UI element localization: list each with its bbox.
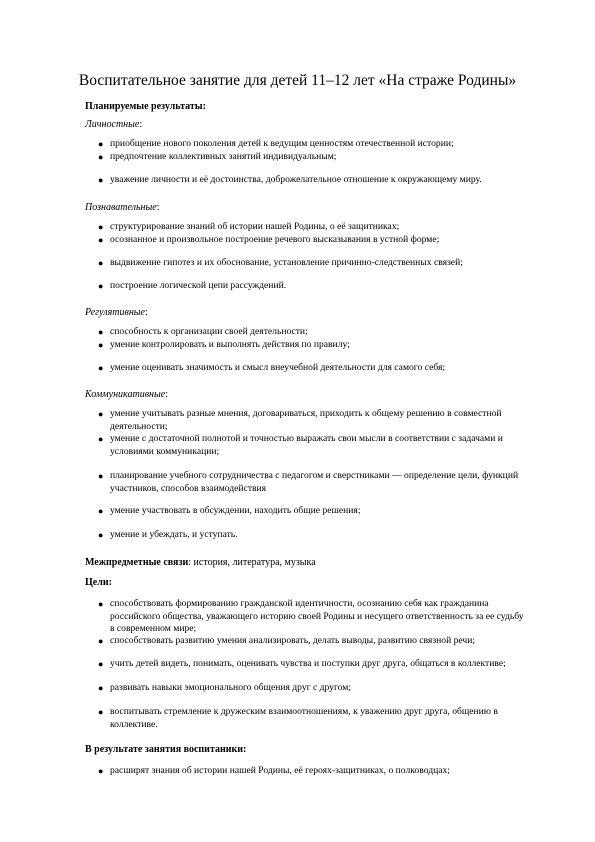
bullet-icon: ● — [98, 471, 104, 481]
page-title: Воспитательное занятие для детей 11–12 лет «На страже Родины» — [78, 72, 517, 89]
bullet-icon: ● — [98, 599, 104, 609]
bullet-icon: ● — [98, 363, 104, 373]
bullet-icon: ● — [98, 340, 104, 350]
list-item: ● умение контролировать и выполнять действия по правилу; — [98, 339, 350, 350]
bullet-icon: ● — [98, 530, 104, 540]
list-item: ● умение и убеждать, и уступать. — [98, 529, 238, 540]
regulatory-subheading: Регулятивные: — [85, 307, 148, 318]
list-item: ● структурирование знаний об истории нашей Родины, о её защитниках; — [98, 221, 400, 232]
list-item: ● способствовать формированию гражданской идентичности, осознанию себя как гражданина российского общества, уважающего историю своей Родины и несущего ответственность за ее судьбу в современном мире; — [98, 598, 524, 634]
list-item: ● способность к организации своей деятельности; — [98, 326, 308, 337]
bullet-icon: ● — [98, 434, 104, 444]
bullet-icon: ● — [98, 409, 104, 419]
bullet-icon: ● — [98, 327, 104, 337]
list-item: ● учить детей видеть, понимать, оценивать чувства и поступки друг друга, общаться в коллективе; — [98, 658, 506, 669]
cognitive-subheading: Познавательные: — [85, 202, 160, 213]
bullet-icon: ● — [98, 152, 104, 162]
bullet-icon: ● — [98, 175, 104, 185]
list-item: ● способствовать развитию умения анализировать, делать выводы, развитию связной речи; — [98, 635, 476, 646]
list-item: ● планирование учебного сотрудничества с педагогом и сверстниками — определение цели, функций участников, способов взаимодействия — [98, 470, 519, 494]
list-item: ● расширят знания об истории нашей Родины, её героях-защитниках, о полководцах; — [98, 765, 450, 776]
list-item: ● умение участвовать в обсуждении, находить общие решения; — [98, 505, 361, 516]
communicative-subheading: Коммуникативные: — [85, 389, 168, 400]
bullet-icon: ● — [98, 636, 104, 646]
bullet-icon: ● — [98, 766, 104, 776]
goals-heading: Цели: — [85, 577, 112, 588]
bullet-icon: ● — [98, 222, 104, 232]
bullet-icon: ● — [98, 506, 104, 516]
bullet-icon: ● — [98, 281, 104, 291]
list-item: ● предпочтение коллективных занятий индивидуальным; — [98, 151, 337, 162]
list-item: ● уважение личности и её достоинства, доброжелательное отношение к окружающему миру. — [98, 174, 482, 185]
list-item: ● приобщение нового поколения детей к ведущим ценностям отечественной истории; — [98, 138, 454, 149]
bullet-icon: ● — [98, 707, 104, 717]
list-item: ● развивать навыки эмоционального общения друг с другом; — [98, 682, 352, 693]
bullet-icon: ● — [98, 235, 104, 245]
list-item: ● умение оценивать значимость и смысл внеучебной деятельности для самого себя; — [98, 362, 446, 373]
list-item: ● умение учитывать разные мнения, договариваться, приходить к общему решению в совместной деятельности; — [98, 408, 502, 432]
outcome-heading: В результате занятия воспитаники: — [85, 744, 247, 755]
interdisciplinary-links: Межпредметные связи: история, литература, музыка — [85, 557, 316, 568]
list-item: ● осознанное и произвольное построение речевого высказывания в устной форме; — [98, 234, 440, 245]
bullet-icon: ● — [98, 659, 104, 669]
list-item: ● выдвижение гипотез и их обоснование, установление причинно-следственных связей; — [98, 257, 463, 268]
planned-results-heading: Планируемые результаты: — [85, 101, 206, 112]
list-item: ● умение с достаточной полнотой и точностью выражать свои мысли в соответствии с задачами и условиями коммуникации; — [98, 433, 503, 457]
bullet-icon: ● — [98, 258, 104, 268]
personal-subheading: Личностные: — [85, 119, 143, 130]
bullet-icon: ● — [98, 683, 104, 693]
list-item: ● воспитывать стремление к дружеским взаимоотношениям, к уважению друг друга, общению в коллективе. — [98, 706, 498, 730]
list-item: ● построение логической цепи рассуждений. — [98, 280, 287, 291]
bullet-icon: ● — [98, 139, 104, 149]
